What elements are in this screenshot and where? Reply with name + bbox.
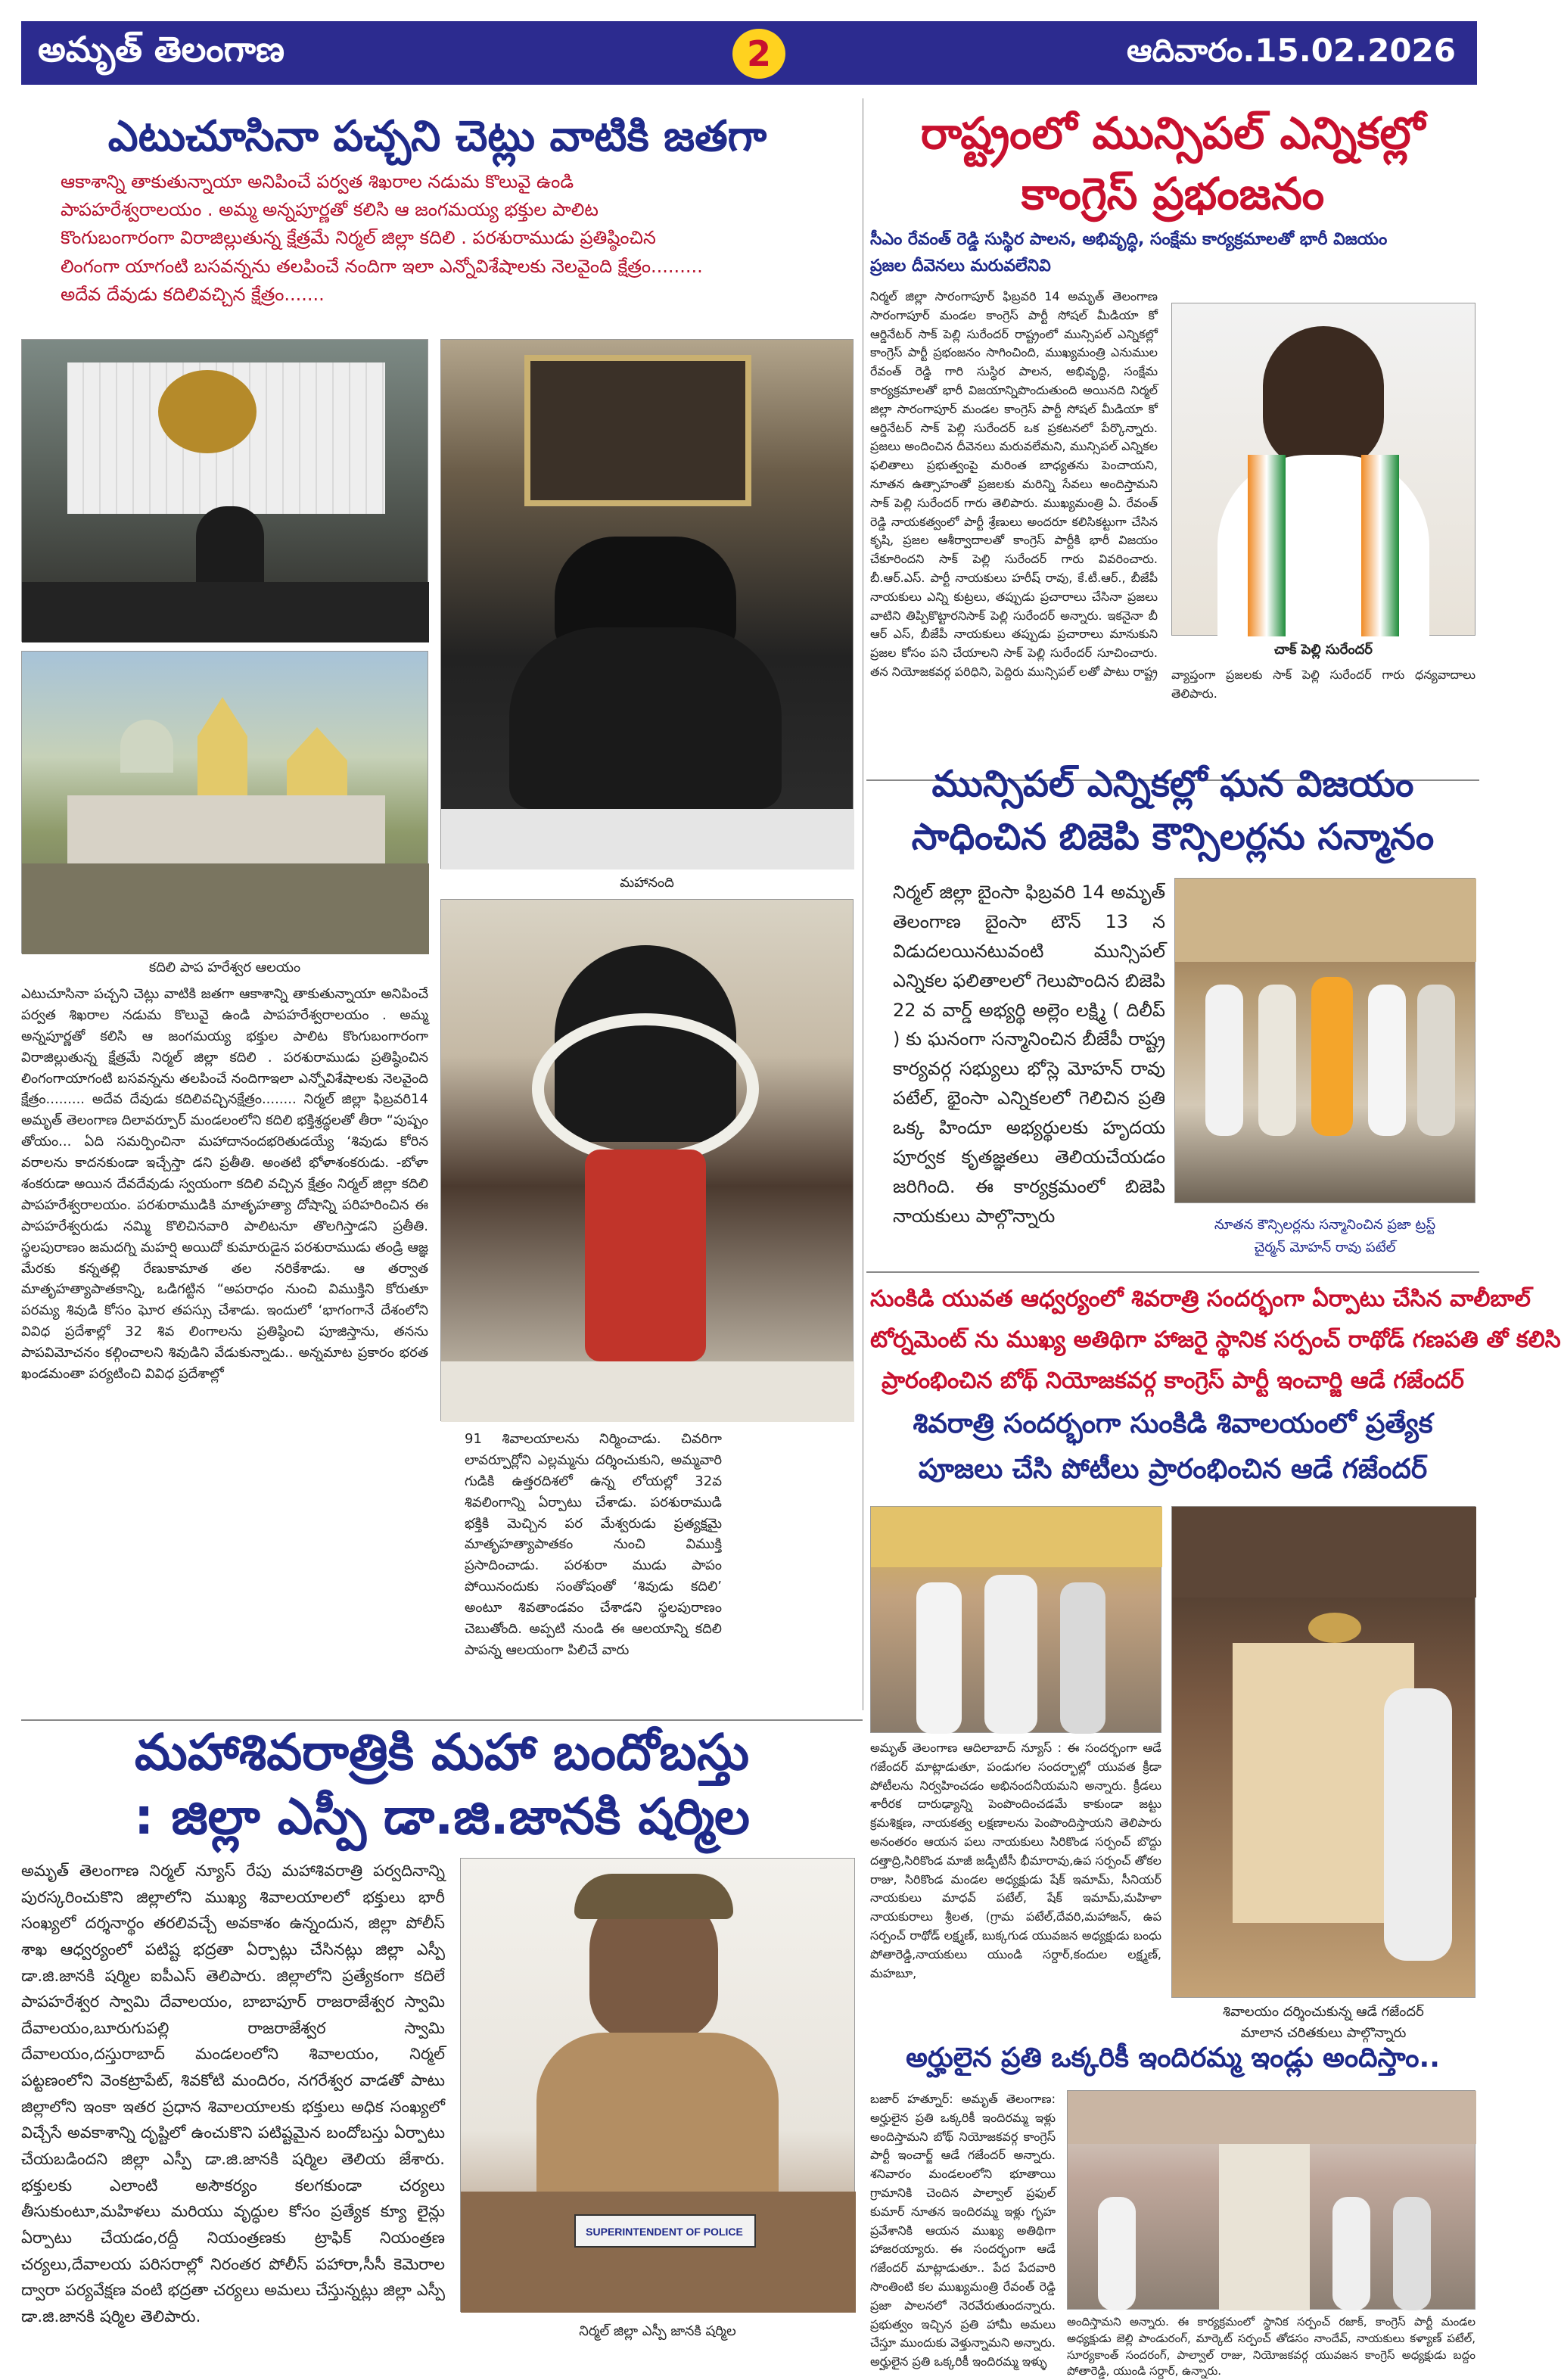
masthead	[21, 21, 1477, 85]
sunkidi-shivalayam-photo	[1171, 1506, 1475, 1998]
police-body: అమృత్ తెలంగాణ నిర్మల్ న్యూస్ రేపు మహాశివరాత్రి పర్వదినాన్ని పురస్కరించుకొని జిల్లాలోని ముఖ్య శివాలయాలలో భక్తులు భారీ సంఖ్యలో దర్శనార్థం తరలివచ్చే అవకాశం ఉన్నందున, జిల్లా పోలీస్ శాఖ ఆధ్వర్యంలో పటిష్ట భద్రతా ఏర్పాట్లు చేసినట్లు జిల్లా ఎస్పీ డా.జి.జానకి షర్మిల ఐపీఎస్ తెలిపారు. జిల్లాలోని ప్రత్యేకంగా కదిలే పాపహరేశ్వర స్వామి దేవాలయం, బాబాపూర్ రాజరాజేశ్వర స్వామి దేవాలయం,బూరుగుపల్లి రాజరాజేశ్వర స్వామి దేవాలయం,దస్తురాబాద్ మండలంలోని శివాలయం, నిర్మల్ పట్టణంలోని వెంకట్రాపేట్, శివకోటి మందిరం, నగరేశ్వర వాడతో పాటు జిల్లాలోని ఇంకా ఇతర ప్రధాన శివాలయాలకు భక్తులు అధిక సంఖ్యలో విచ్చేసే అవకాశాన్ని దృష్టిలో ఉంచుకొని పటిష్టమైన బందోబస్తు ఏర్పాటు చేయబడిందని జిల్లా ఎస్పీ డా.జి.జానకి షర్మిల తెలియ జేశారు. భక్తులకు ఎలాంటి అసౌకర్యం కలగకుండా చర్యలు తీసుకుంటూ,మహిళలు మరియు వృద్ధుల కోసం ప్రత్యేక క్యూ లైన్లు ఏర్పాటు చేయడం,రద్దీ నియంత్రణకు ట్రాఫిక్ నియంత్రణ చర్యలు,దేవాలయ పరిసరాల్లో నిరంతర పోలీస్ పహారా,సీసీ కెమెరాల ద్వారా పర్యవేక్షణ వంటి భద్రతా చర్యలు అమలు చేస్తున్నట్లు జిల్లా ఎస్పీ డా.జి.జానకి షర్మిల తెలిపారు.	[21, 1862, 445, 2326]
bjp-photo-caption-line2: చైర్మన్ మోహన్ రావు పటేల్	[1254, 1240, 1396, 1255]
bjp-body: నిర్మల్ జిల్లా బైంసా ఫిబ్రవరి 14 అమృత్ తెలంగాణ బైంసా టౌన్ 13 న విడుదలయినటువంటి మున్సిపల్ ఎన్నికల ఫలితాలలో గెలుపొందిన బిజెపి 22 వ వార్డ్ అభ్యర్థి అల్లెం లక్ష్మి ( దిలీప్ ) కు ఘనంగా సన్మానించిన బీజేపీ రాష్ట్ర కార్యవర్గ సభ్యులు భోస్లె మోహన్ రావు పటేల్, భైంసా ఎన్నికలలో గెలిచిన ప్రతి ఒక్క హిందూ అభ్యర్థులకు హృదయ పూర్వక కృతజ్ఞతలు తెలియచేయడం జరిగింది. ఈ కార్యక్రమంలో బిజెపి నాయకులు పాల్గొన్నారు	[893, 882, 1165, 1227]
deity-idol-photo	[440, 899, 854, 1421]
volleyball-headline-line1: సుంకిడి యువత ఆధ్వర్యంలో శివరాత్రి సందర్భంగా ఏర్పాటు చేసిన వాలీబాల్	[870, 1286, 1531, 1312]
issue-date: ఆదివారం.15.02.2026	[1126, 32, 1456, 69]
surender-portrait-photo	[1171, 303, 1475, 636]
temple-body-left: ఎటుచూసినా పచ్చని చెట్లు వాటికి జతగా ఆకాశాన్ని తాకుతున్నాయా అనిపించే పర్వత శిఖరాల నడుమ కొలువై ఉండి పాపహరేశ్వరాలయం . అమ్మ అన్నపూర్ణతో కలిసి ఆ జంగమయ్య భక్తుల పాలిట కొంగుబంగారంగా విరాజిల్లుతున్న క్షేత్రమే నిర్మల్ జిల్లా కదిలి . పరశురాముడు ప్రతిష్ఠించిన లింగంగాయాగంటి బసవన్నను తలపించే నందిగాఇలా ఎన్నోవిశేషాలకు నెలవైంది క్షేత్రం......... అదేవ దేవుడు కదిలివచ్చినక్షేత్రం........ నిర్మల్ జిల్లా ఫిబ్రవరి14 అమృత్ తెలంగాణ దిలావర్పూర్ మండలంలోని కదిలి భక్తిశ్రద్ధలతో తీరా “పుష్పం తోయం... ఏది సమర్పించినా మహాదానందభరితుడయ్యే ‘శివుడు కోరిన వరాలను కాదనకుండా ఇచ్చేస్తా డని ప్రతీతి. అంతటి భోళాశంకరుడు. -బోళా శంకరుడా అయిన దేవదేవుడు స్వయంగా కదిలి వచ్చిన క్షేత్రం నిర్మల్ జిల్లా కదిలి పాపహరేశ్వరాలయం. పరశురాముడికి మాతృహత్యా దోషాన్ని పరిహరించిన ఈ పాపహరేశ్వరుడు నమ్మి కొలిచినవారి పాలిటనూ తొలగిస్తాడని ప్రతీతి. స్థలపురాణం జమదగ్ని మహర్షి అయిదో కుమారుడైన పరశురాముడు తండ్రి ఆజ్ఞ మేరకు కన్నతల్లి రేణుకామాత తల నరికేశాడు. ఆ తర్వాత మాతృహత్యాపాతకాన్ని, ఒడిగట్టిన “అపరాధం నుంచి విముక్తిని కోరుతూ పరమ్య శివుడి కోసం ఘోర తపస్సు చేశాడు. ఇందులో ‘భాగంగానే దేశంలోని వివిధ ప్రదేశాల్లో 32 శివ లింగాలను ప్రతిష్ఠించి పూజిస్తాను, తనను పాపవిమోచనం కల్గించాలని శివుడిని వేడుకున్నాడు.. అన్నమాట ప్రకారం భరత ఖండమంతా పర్యటించి వివిధ ప్రదేశాల్లో	[21, 986, 428, 1383]
shivalinga-photo	[21, 339, 428, 642]
volleyball-headline-line3: ప్రారంభించిన బోథ్ నియోజకవర్గ కాంగ్రెస్ పార్టీ ఇంచార్జి ఆడే గజేందర్	[882, 1367, 1464, 1394]
temple-intro-line: ఆకాశాన్ని తాకుతున్నాయా అనిపించే పర్వత శిఖరాల నడుమ కొలువై ఉండి	[61, 171, 574, 192]
volleyball-subhead-line1: శివరాత్రి సందర్భంగా సుంకిడి శివాలయంలో ప్రత్యేక	[913, 1408, 1433, 1439]
police-headline-line2: : జిల్లా ఎస్పీ డా.జి.జానకి షర్మిల	[134, 1787, 750, 1846]
temple-photo	[21, 651, 428, 954]
police-headline-line1: మహాశివరాత్రికి మహా బందోబస్తు	[134, 1723, 750, 1781]
newspaper-brand: అమృత్ తెలంగాణ	[38, 29, 285, 70]
congress-body-tail: వ్యాప్తంగా ప్రజలకు సాక్ పెల్లి సురేందర్ గారు ధన్యవాదాలు తెలిపారు.	[1171, 667, 1475, 701]
nandi-photo-caption: మహానంది	[620, 875, 674, 891]
bjp-headline-line2: సాధించిన బిజెపి కౌన్సిలర్లను సన్మానం	[911, 816, 1435, 858]
temple-intro-line: లింగంగా యాగంటి బసవన్నను తలపించే నందిగా ఇలా ఎన్నోవిశేషాలకు నెలవైంది క్షేత్రం.........	[61, 255, 703, 277]
volleyball-caption-line1: శివాలయం దర్శించుకున్న ఆడే గజేందర్	[1223, 2004, 1424, 2020]
housing-headline: అర్హులైన ప్రతి ఒక్కరికీ ఇందిరమ్మ ఇండ్లు అందిస్తాం..	[906, 2042, 1440, 2074]
congress-headline-line2: కాంగ్రెస్ ప్రభంజనం	[1021, 168, 1325, 219]
volleyball-headline-line2: టోర్నమెంట్ ను ముఖ్య అతిథిగా హాజరై స్థానిక సర్పంచ్ రాథోడ్ గణపతి తో కలిసి	[870, 1327, 1561, 1353]
congress-headline-line1: రాష్ట్రంలో మున్సిపల్ ఎన్నికల్లో	[920, 107, 1426, 159]
bjp-felicitation-photo	[1174, 878, 1475, 1203]
temple-intro-line: కొంగుబంగారంగా విరాజిల్లుతున్న క్షేత్రమే నిర్మల్ జిల్లా కదిలి . పరశురాముడు ప్రతిష్ఠించిన	[61, 227, 656, 249]
congress-subhead-line2: ప్రజల దీవెనలు మరువలేనివి	[870, 257, 1051, 275]
temple-photo-caption: కదిలి పాప హరేశ్వర ఆలయం	[148, 960, 301, 975]
page-number-badge: 2	[732, 29, 785, 79]
congress-body: నిర్మల్ జిల్లా సారంగాపూర్ ఫిబ్రవరి 14 అమృత్ తెలంగాణ సారంగాపూర్ మండల కాంగ్రెస్ పార్టీ సోషల్ మీడియా కో ఆర్డినేటర్ సాక్ పెల్లి సురేందర్ రాష్ట్రంలో మున్సిపల్ ఎన్నికల్లో కాంగ్రెస్ పార్టీ ప్రభంజనం సాగించింది, ముఖ్యమంత్రి ఎనుముల రేవంత్ రెడ్డి గారి సుస్థిర పాలన, అభివృద్ధి, సంక్షేమ కార్యక్రమాలతో భారీ విజయాన్నిపొందుతుంది అయినది నిర్మల్ జిల్లా సారంగాపూర్ మండల కాంగ్రెస్ పార్టీ సోషల్ మీడియా కో ఆర్డినేటర్ సాక్ పెల్లి సురేందర్ ఒక ప్రకటనలో పేర్కొన్నారు. ప్రజలు అందించిన దీవెనలు మరువలేమని, మున్సిపల్ ఎన్నికల ఫలితాలు ప్రభుత్వంపై మరింత బాధ్యతను పెంచాయని, నూతన ఉత్సాహంతో ప్రజలకు మరిన్ని సేవలు అందిస్తామని సాక్ పెల్లి సురేందర్ గారు తెలిపారు. ముఖ్యమంత్రి ఏ. రేవంత్ రెడ్డి నాయకత్వంలో పార్టీ శ్రేణులు అందరూ కలిసికట్టుగా చేసిన కృషి, ప్రజల ఆశీర్వాదాలతో కాంగ్రెస్ పార్టీకి భారీ విజయం చేకూరిందని సాక్ పెల్లి సురేందర్ గారు వివరించారు. బీ.ఆర్.ఎస్. పార్టీ నాయకులు హరీష్ రావు, కే.టీ.ఆర్., బీజేపీ నాయకులు ఎన్ని కుట్రలు, తప్పుడు ప్రచారాలు చేసినా ప్రజలు వాటిని తిప్పికొట్టారనిసాక్ పెల్లి సురేందర్ అన్నారు. ఇకనైనా బీ ఆర్ ఎస్, బీజేపీ నాయకులు తప్పుడు ప్రచారాలు మానుకుని ప్రజల కోసం పని చేయాలని సాక్ పెల్లి సురేందర్ సూచించారు. తన నియోజకవర్గ పరిధిని, పెద్దిరు మున్సిపల్ లతో పాటు రాష్ట్ర	[870, 289, 1158, 679]
police-photo-caption: నిర్మల్ జిల్లా ఎస్పీ జానకి షర్మిల	[579, 2323, 736, 2339]
housing-body: బజార్ హత్నూర్: అమృత్ తెలంగాణ: అర్హులైన ప్రతి ఒక్కరికీ ఇందిరమ్మ ఇళ్లు అందిస్తామని బోథ్ నియోజకవర్గ కాంగ్రెస్ పార్టీ ఇంచార్జ్ ఆడే గజేందర్ అన్నారు. శనివారం మండలంలోని భూతాయి గ్రామానికి చెందిన పాల్వాల్ ప్రఫుల్ కుమార్ నూతన ఇందిరమ్మ ఇళ్లు గృహ ప్రవేశానికి ఆయన ముఖ్య అతిథిగా హాజరయ్యారు. ఈ సందర్భంగా ఆడే గజేందర్ మాట్లాడుతూ.. పేద పేదవారి సొంతింటి కల ముఖ్యమంత్రి రేవంత్ రెడ్డి ప్రజా పాలనలో నెరవేరుతుందన్నారు. ప్రభుత్వం ఇచ్చిన ప్రతి హామీ అమలు చేస్తూ ముందుకు వెళ్తున్నామని అన్నారు. అర్హులైన ప్రతి ఒక్కరికీ ఇందిరమ్మ ఇళ్ళు	[870, 2092, 1056, 2369]
housing-body-bottom: అందిస్తామని అన్నారు. ఈ కార్యక్రమంలో స్థానిక సర్పంచ్ రజాక్, కాంగ్రెస్ పార్టీ మండల అధ్యక్షుడు జెల్లి పాండురంగ్, మార్కెట్ సర్పంచ్ తోడసం నాందేవ్, నాయకులు కళ్యాణ్ పటేల్, సూర్యకాంత్ సందరంగ్, పాల్వాల్ రాజు, నియోజకవర్గ యువజన కాంగ్రెస్ అధ్యక్షుడు బద్దం పోతారెడ్డి, యుండి సర్దార్, ఉన్నారు.	[1067, 2315, 1475, 2378]
temple-intro-line: పాపహరేశ్వరాలయం . అమ్మ అన్నపూర్ణతో కలిసి ఆ జంగమయ్య భక్తుల పాలిట	[61, 199, 599, 221]
volleyball-body: అమృత్ తెలంగాణ ఆదిలాబాద్ న్యూస్ : ఈ సందర్భంగా ఆడే గజేందర్ మాట్లాడుతూ, పండుగల సందర్భాల్లో యువత క్రీడా పోటీలను నిర్వహించడం అభినందనీయమని అన్నారు. క్రీడలు శారీరక దారుఢ్యాన్ని పెంపొందించడమే కాకుండా జట్టు క్రమశిక్షణ, నాయకత్వ లక్షణాలను పెంపొందిస్తాయని తెలిపారు అనంతరం ఆయన పలు నాయకులు సిరికొండ సర్పంచ్ బొద్దు దత్తాద్రి,సిరికొండ మాజీ జడ్పీటీసీ భీమారావు,ఉప సర్పంచ్ తోకల రాజు, సిరికొండ మండల అధ్యక్షుడు షేక్ ఇమామ్, సీనియర్ నాయకులు మాధవ్ పటేల్, షేక్ ఇమామ్,మహిళా నాయకురాలు శ్రీలత, (గ్రామ పటేల్,దేవరి,మహాజన్, ఉప సర్పంచ్ రాథోడ్ లక్ష్మణ్, బుక్కగుడ యువజన అధ్యక్షుడు బంధు పోతారెడ్డి,నాయకులు యుండి సర్దార్,కందుల లక్ష్మణ్, మహబూ,	[870, 1741, 1161, 1980]
sp-nameplate: SUPERINTENDENT OF POLICE	[586, 2226, 743, 2238]
bjp-headline-line1: మున్సిపల్ ఎన్నికల్లో ఘన విజయం	[931, 763, 1414, 805]
nandi-photo	[440, 339, 854, 869]
volleyball-caption-line2: మాలాన చరితకులు పాల్గొన్నారు	[1240, 2025, 1407, 2041]
volleyball-subhead-line2: పూజలు చేసి పోటీలు ప్రారంభించిన ఆడే గజేందర్	[918, 1454, 1428, 1485]
temple-body-right: 91 శివాలయాలను నిర్మించాడు. చివరిగా లావర్పూర్లోని ఎల్లమ్మను దర్శించుకుని, అమ్మవారి గుడికి ఉత్తరదిశలో ఉన్న లోయల్లో 32వ శివలింగాన్ని ఏర్పాటు చేశాడు. పరశురాముడి భక్తికి మెచ్చిన పర మేశ్వరుడు ప్రత్యక్షమై మాతృహత్యాపాతకం నుంచి విముక్తి ప్రసాదించాడు. పరశురా ముడు పాపం పోయినందుకు సంతోషంతో ‘శివుడు కదిలి’ అంటూ శివతాండవం చేశాడని స్థలపురాణం చెబుతోంది. అప్పటి నుండి ఈ ఆలయాన్ని కదిలి పాపన్న ఆలయంగా పిలిచే వారు	[465, 1431, 722, 1658]
indiramma-house-photo	[1067, 2090, 1475, 2310]
volleyball-inauguration-photo	[870, 1506, 1161, 1733]
temple-headline: ఎటుచూసినా పచ్చని చెట్లు వాటికి జతగా	[107, 112, 767, 161]
bjp-photo-caption-line1: నూతన కౌన్సిలర్లను సన్మానించిన ప్రజా ట్రస్ట్	[1214, 1217, 1436, 1233]
temple-intro-line: అదేవ దేవుడు కదిలివచ్చిన క్షేత్రం.......	[61, 283, 325, 305]
surender-photo-caption: చాక్ పెల్లి సురేందర్	[1274, 642, 1373, 658]
temple-intro	[61, 168, 847, 327]
congress-subhead-line1: సీఎం రేవంత్ రెడ్డి సుస్థిర పాలన, అభివృద్ధి, సంక్షేమ కార్యక్రమాలతో భారీ విజయం	[870, 230, 1388, 249]
